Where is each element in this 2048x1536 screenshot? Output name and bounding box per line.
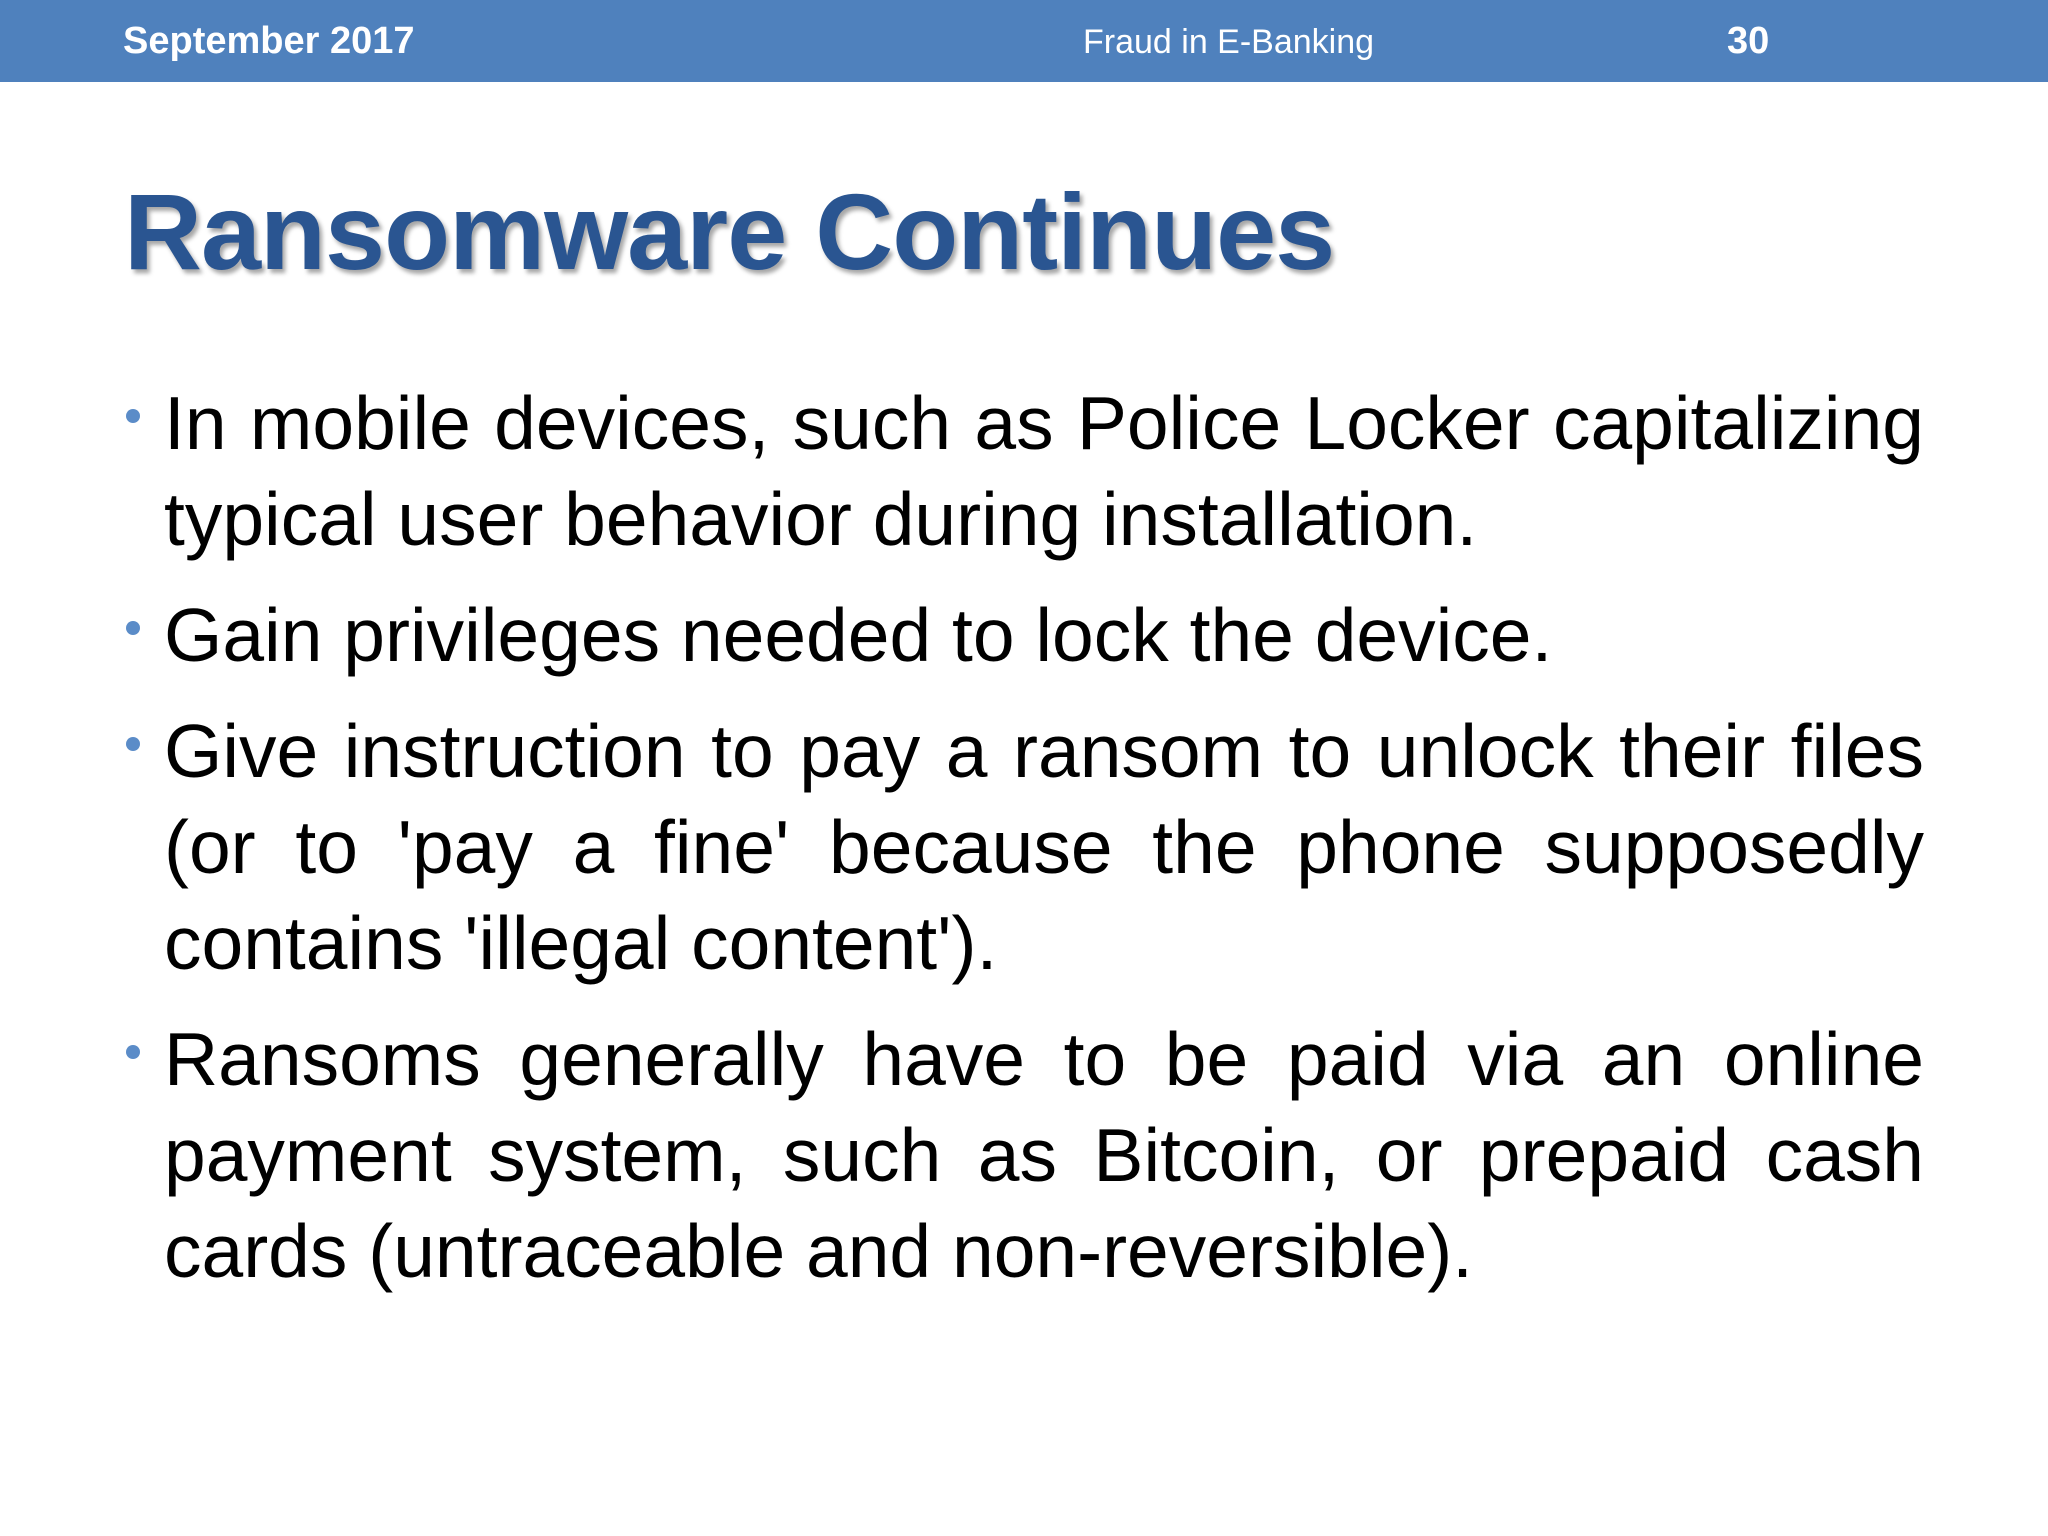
bullet-item: [124, 1011, 1924, 1299]
header-presentation-title: Fraud in E-Banking: [1083, 23, 1375, 61]
bullet-item: [124, 703, 1924, 991]
bullet-list: [124, 375, 1924, 1319]
bullet-dot-icon: [126, 409, 140, 423]
bullet-dot-icon: [126, 737, 140, 751]
slide-number: 30: [1727, 20, 1770, 62]
header-date: September 2017: [123, 20, 415, 62]
slide-title: Ransomware Continues: [124, 171, 1335, 292]
bullet-text: Gain privileges needed to lock the device.: [164, 593, 1553, 677]
bullet-item: [124, 587, 1924, 683]
header-bar: [0, 0, 2048, 82]
bullet-item: [124, 375, 1924, 567]
bullet-text: Ransoms generally have to be paid via an online payment system, such as Bitcoin, or prepaid cash cards (untraceable and non-reversible).: [164, 1017, 1924, 1293]
bullet-text: In mobile devices, such as Police Locker capitalizing typical user behavior during installation.: [164, 381, 1924, 561]
bullet-dot-icon: [126, 621, 140, 635]
bullet-text: Give instruction to pay a ransom to unlock their files (or to 'pay a fine' because the phone supposedly contains 'illegal content').: [164, 709, 1924, 985]
bullet-dot-icon: [126, 1045, 140, 1059]
